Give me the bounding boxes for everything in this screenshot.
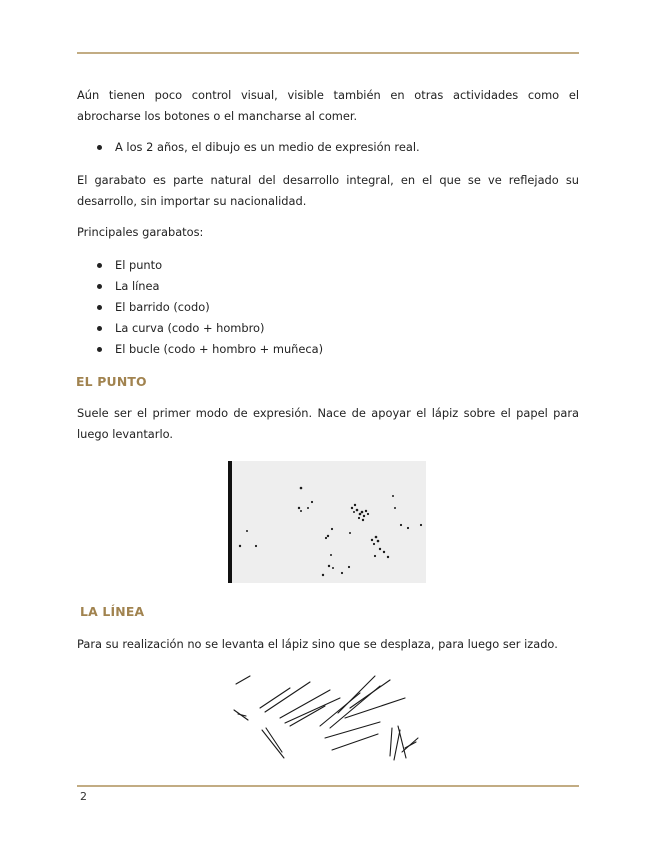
list-item: El bucle (codo + hombro + muñeca) (77, 339, 323, 360)
paragraph-control-visual: Aún tienen poco control visual, visible también en otras actividades como el abrocharse los botones o el mancharse al comer. (77, 88, 579, 123)
dots-drawing-image (228, 461, 426, 583)
bullet-list-garabatos (77, 255, 323, 360)
bullet-list-age (77, 137, 420, 158)
footer-rule (77, 785, 579, 787)
heading-el-punto: EL PUNTO (76, 374, 147, 389)
list-item: La línea (77, 276, 323, 297)
lines-drawing (230, 668, 425, 766)
paragraph-garabato: El garabato es parte natural del desarrollo integral, en el que se ve reflejado su desarrollo, sin importar su nacionalidad. (77, 173, 579, 208)
lines-drawing-image (230, 668, 425, 766)
list-item: A los 2 años, el dibujo es un medio de expresión real. (77, 137, 420, 158)
header-rule (77, 52, 579, 54)
list-item: El barrido (codo) (77, 297, 323, 318)
heading-la-linea: LA LÍNEA (80, 604, 145, 619)
page-number: 2 (80, 790, 87, 803)
paragraph-punto: Suele ser el primer modo de expresión. Nace de apoyar el lápiz sobre el papel para luego levantarlo. (77, 406, 579, 441)
paragraph-principales: Principales garabatos: (77, 225, 204, 239)
list-item: La curva (codo + hombro) (77, 318, 323, 339)
list-item: El punto (77, 255, 323, 276)
dots-drawing (228, 461, 426, 583)
paragraph-linea: Para su realización no se levanta el lápiz sino que se desplaza, para luego ser izado. (77, 637, 558, 651)
